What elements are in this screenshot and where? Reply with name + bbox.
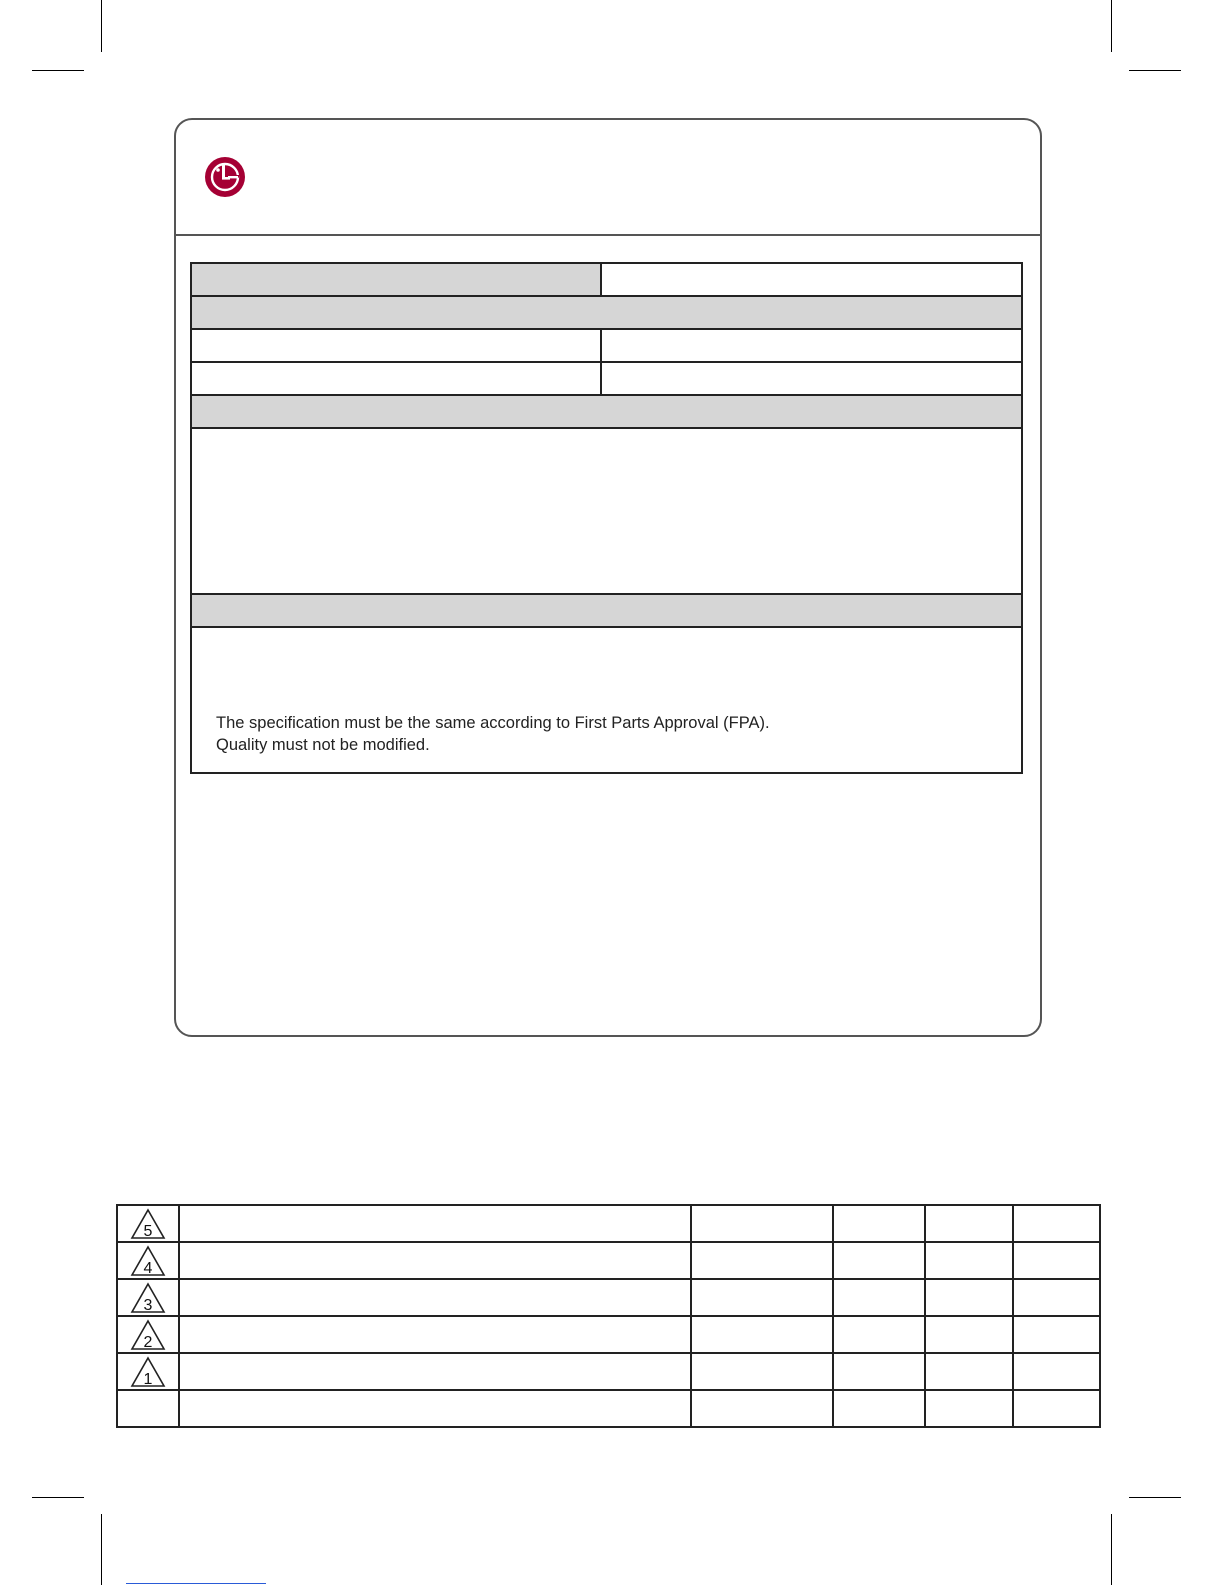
spec-cell xyxy=(192,330,602,361)
revision-marker: 5 xyxy=(143,1222,153,1240)
revision-date-cell xyxy=(691,1279,833,1316)
revision-description-cell xyxy=(179,1242,691,1279)
revision-date-cell xyxy=(691,1390,833,1427)
notes-body xyxy=(192,429,1021,595)
revision-row xyxy=(117,1242,1100,1279)
revision-description-cell xyxy=(179,1390,691,1427)
revision-row xyxy=(117,1390,1100,1427)
revision-description-cell xyxy=(179,1316,691,1353)
remarks-line-2: Quality must not be modified. xyxy=(216,736,430,754)
revision-triangle-icon xyxy=(130,1356,166,1388)
remarks-header-bar xyxy=(192,595,1021,628)
spec-cell xyxy=(192,363,602,394)
revision-row xyxy=(117,1353,1100,1390)
remarks-body xyxy=(192,628,1021,772)
revision-cell xyxy=(1013,1279,1100,1316)
revision-cell xyxy=(1013,1242,1100,1279)
revision-triangle-icon xyxy=(130,1282,166,1314)
remarks-text xyxy=(216,712,770,756)
crop-mark-top-right-vertical xyxy=(1111,0,1112,52)
crop-mark-bottom-left-vertical xyxy=(101,1514,102,1585)
spec-cell xyxy=(602,363,1021,394)
revision-row xyxy=(117,1205,1100,1242)
revision-cell xyxy=(1013,1390,1100,1427)
revision-cell xyxy=(1013,1353,1100,1390)
crop-mark-bottom-left-horizontal xyxy=(32,1497,84,1498)
revision-cell xyxy=(925,1279,1013,1316)
header-divider xyxy=(176,234,1040,236)
revision-cell xyxy=(833,1316,925,1353)
revision-cell xyxy=(833,1242,925,1279)
revision-row xyxy=(117,1279,1100,1316)
crop-mark-top-right-horizontal xyxy=(1129,70,1181,71)
crop-mark-bottom-right-horizontal xyxy=(1129,1497,1181,1498)
revision-cell xyxy=(833,1390,925,1427)
revision-marker-cell xyxy=(117,1390,179,1427)
revision-description-cell xyxy=(179,1353,691,1390)
revision-marker: 4 xyxy=(143,1259,153,1277)
revision-cell xyxy=(925,1390,1013,1427)
revision-marker-cell xyxy=(117,1316,179,1353)
revision-date-cell xyxy=(691,1205,833,1242)
revision-triangle-icon xyxy=(130,1245,166,1277)
spec-cell xyxy=(602,330,1021,361)
revision-cell xyxy=(833,1279,925,1316)
section-header-bar xyxy=(192,297,1021,330)
notes-header-bar xyxy=(192,396,1021,429)
revision-description-cell xyxy=(179,1279,691,1316)
spec-value-cell xyxy=(602,264,1021,295)
revision-marker-cell xyxy=(117,1242,179,1279)
revision-cell xyxy=(925,1316,1013,1353)
revision-cell xyxy=(925,1242,1013,1279)
revision-date-cell xyxy=(691,1353,833,1390)
spec-row-3 xyxy=(192,330,1021,363)
revision-marker: 3 xyxy=(143,1296,153,1314)
revision-triangle-icon xyxy=(130,1319,166,1351)
revision-marker: 1 xyxy=(143,1370,153,1388)
lg-logo-icon xyxy=(204,156,246,198)
spec-label-cell xyxy=(192,264,602,295)
revision-cell xyxy=(833,1353,925,1390)
revision-triangle-icon xyxy=(130,1208,166,1240)
revision-marker-cell xyxy=(117,1353,179,1390)
spec-row-4 xyxy=(192,363,1021,396)
revision-marker: 2 xyxy=(143,1333,153,1351)
revision-cell xyxy=(833,1205,925,1242)
revision-description-cell xyxy=(179,1205,691,1242)
crop-mark-top-left-vertical xyxy=(101,0,102,52)
revision-marker-cell xyxy=(117,1279,179,1316)
spec-grid xyxy=(190,262,1023,774)
revision-date-cell xyxy=(691,1242,833,1279)
revision-cell xyxy=(925,1205,1013,1242)
revision-table xyxy=(116,1204,1101,1428)
revision-row xyxy=(117,1316,1100,1353)
crop-mark-bottom-right-vertical xyxy=(1111,1514,1112,1585)
revision-cell xyxy=(925,1353,1013,1390)
revision-marker-cell xyxy=(117,1205,179,1242)
crop-mark-top-left-horizontal xyxy=(32,70,84,71)
revision-date-cell xyxy=(691,1316,833,1353)
spec-row-1 xyxy=(192,264,1021,297)
revision-cell xyxy=(1013,1316,1100,1353)
remarks-line-1: The specification must be the same according to First Parts Approval (FPA). xyxy=(216,714,770,732)
revision-cell xyxy=(1013,1205,1100,1242)
footer-link-underline[interactable] xyxy=(126,1583,266,1584)
